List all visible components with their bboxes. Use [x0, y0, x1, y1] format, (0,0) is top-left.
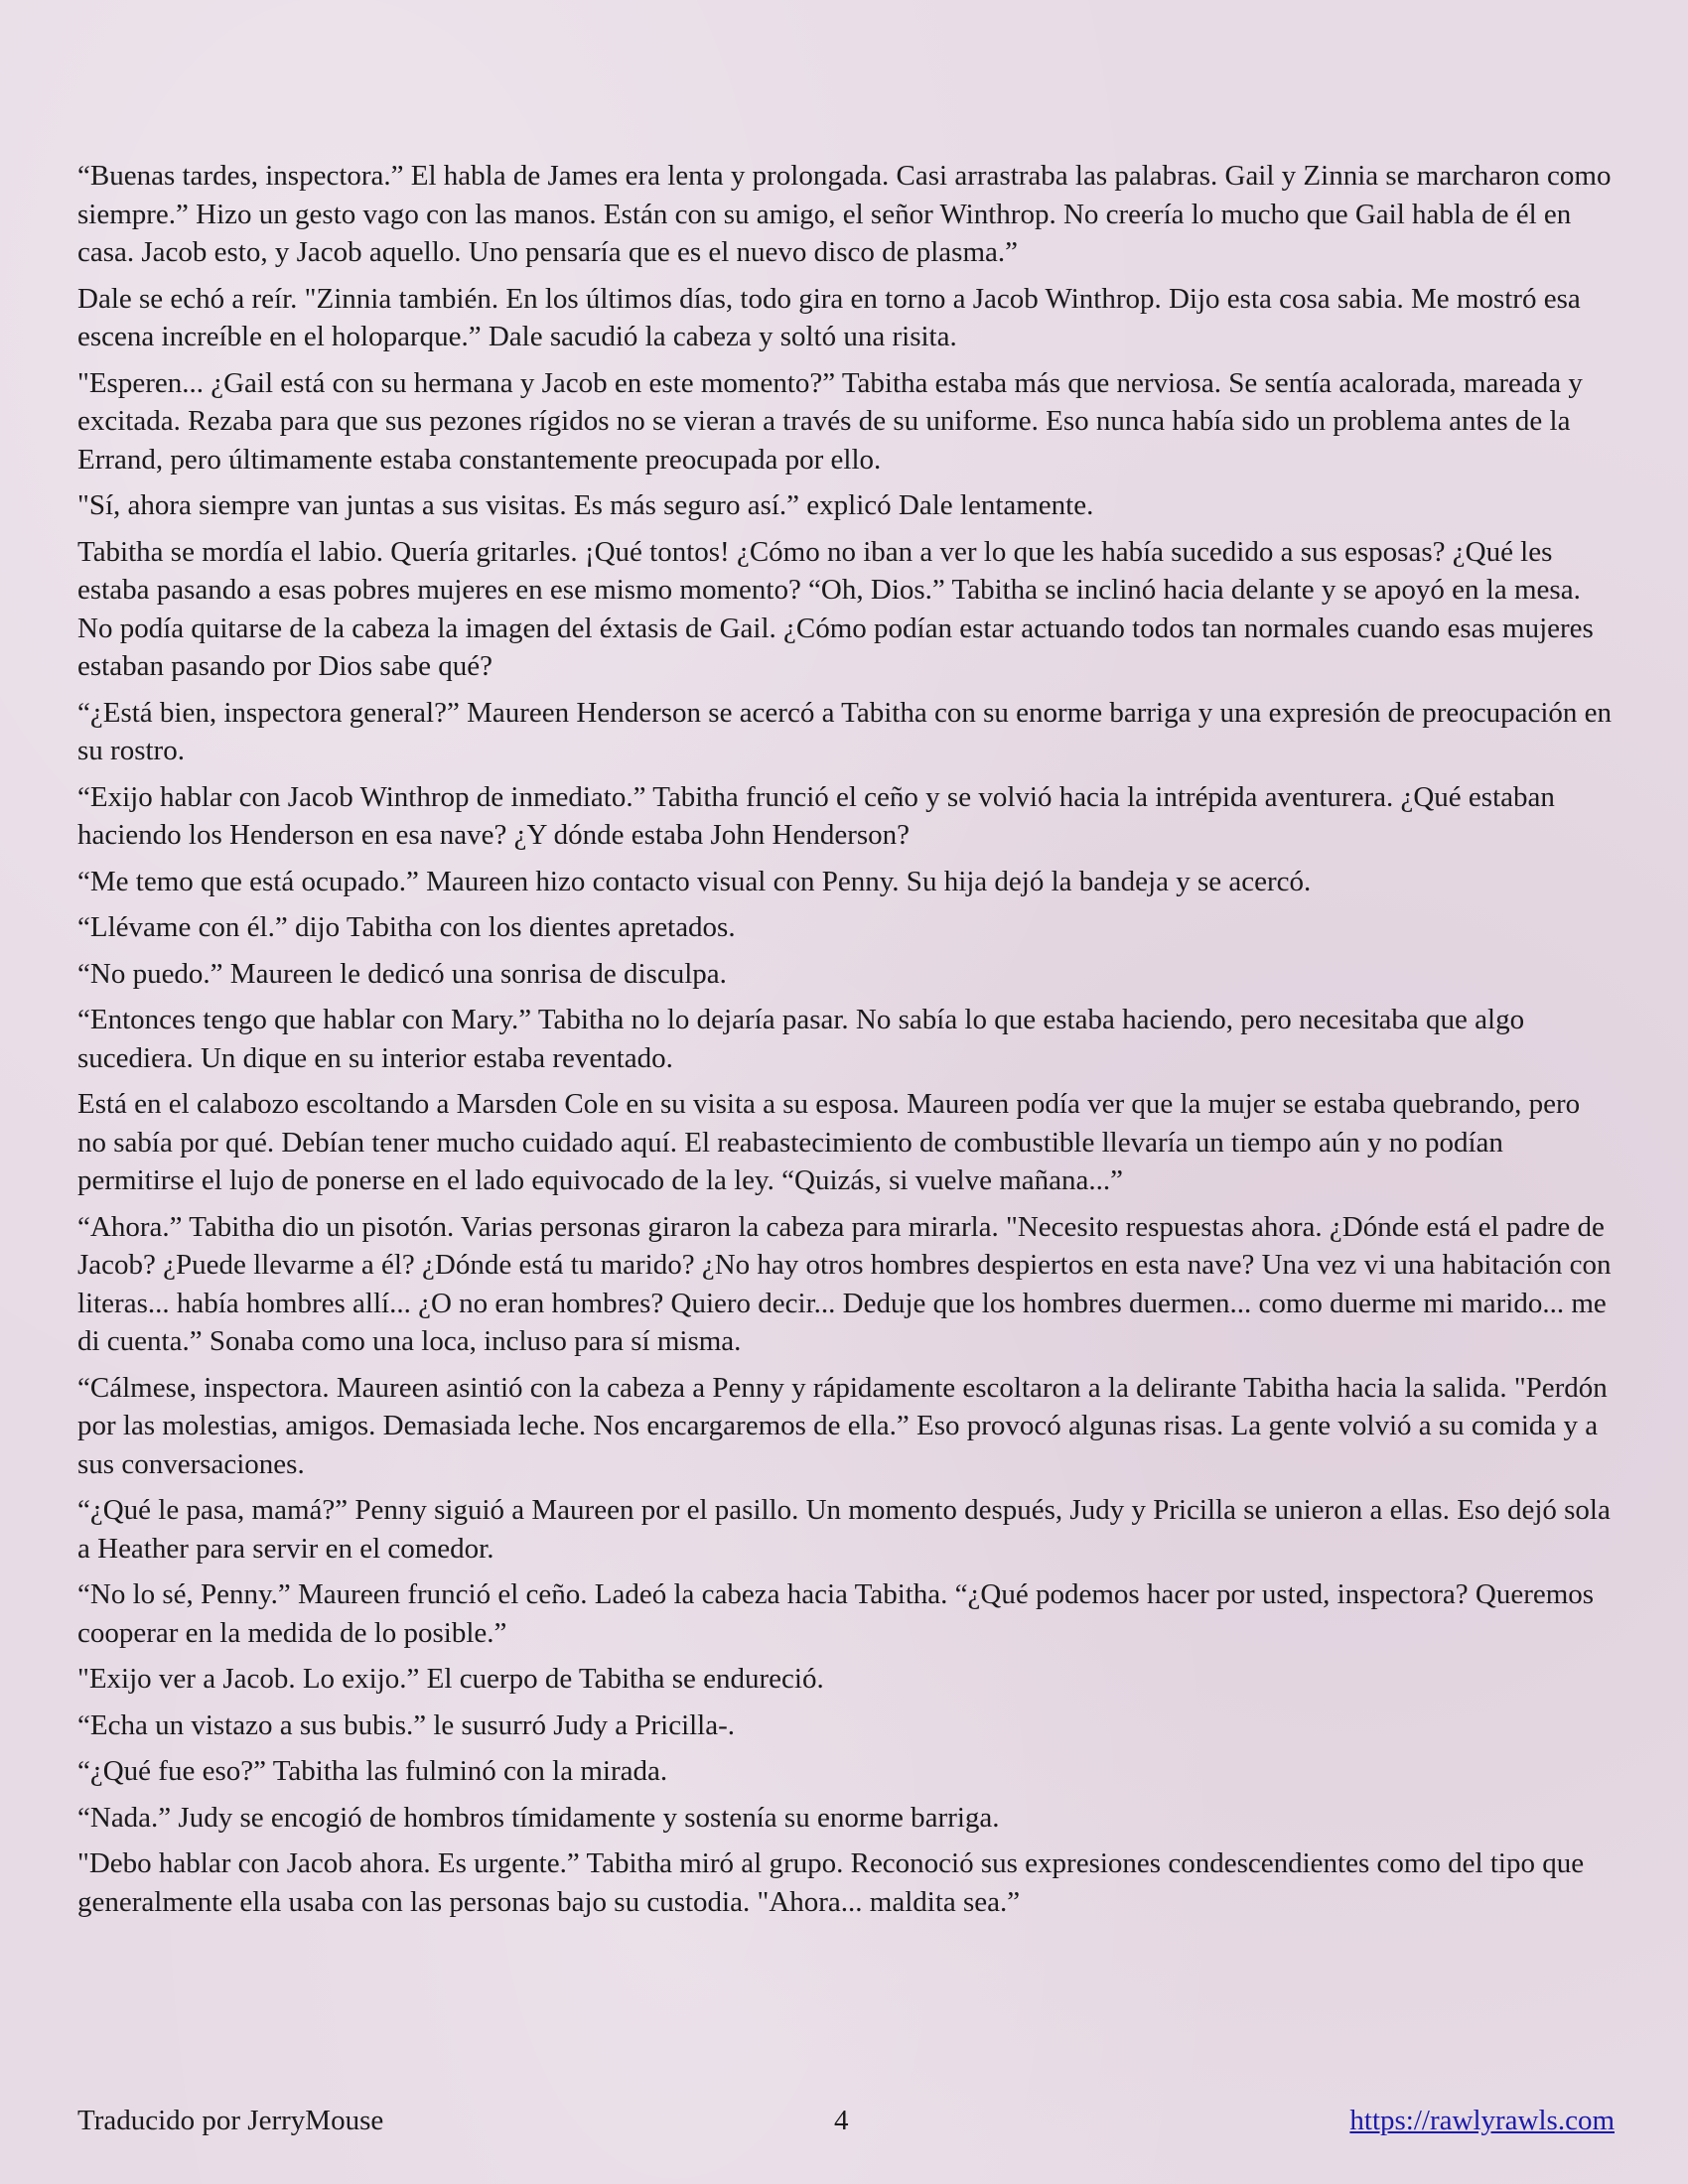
- paragraph: “Entonces tengo que hablar con Mary.” Tabitha no lo dejaría pasar. No sabía lo que estaba haciendo, pero necesitaba que algo sucediera. Un dique en su interior estaba reventado.: [77, 1004, 1525, 1074]
- paragraph: “Ahora.” Tabitha dio un pisotón. Varias personas giraron la cabeza para mirarla. "Necesito respuestas ahora. ¿Dónde está el padre de Jacob? ¿Puede llevarme a él? ¿Dónde está tu marido? ¿No hay otros hombres despiertos en esta nave? Una vez vi una habitación con literas... había hombres allí... ¿O no eran hombres? Quiero decir... Deduje que los hombres duermen... como duerme mi marido... me di cuenta.” Sonaba como una loca, incluso para sí misma.: [77, 1210, 1612, 1357]
- website-link[interactable]: https://rawlyrawls.com: [1349, 2105, 1615, 2136]
- paragraph: “Me temo que está ocupado.” Maureen hizo contacto visual con Penny. Su hija dejó la bandeja y se acercó.: [77, 865, 1312, 897]
- document-body: [77, 157, 1615, 1929]
- paragraph: "Esperen... ¿Gail está con su hermana y Jacob en este momento?” Tabitha estaba más que nerviosa. Se sentía acalorada, mareada y excitada. Rezaba para que sus pezones rígidos no se vieran a través de su uniforme. Eso nunca había sido un problema antes de la Errand, pero últimamente estaba constantemente preocupada por ello.: [77, 366, 1583, 476]
- paragraph: “Nada.” Judy se encogió de hombros tímidamente y sostenía su enorme barriga.: [77, 1801, 1000, 1834]
- paragraph: “Buenas tardes, inspectora.” El habla de James era lenta y prolongada. Casi arrastraba las palabras. Gail y Zinnia se marcharon como siempre.” Hizo un gesto vago con las manos. Están con su amigo, el señor Winthrop. No creería lo mucho que Gail habla de él en casa. Jacob esto, y Jacob aquello. Uno pensaría que es el nuevo disco de plasma.”: [77, 160, 1612, 268]
- page-footer: [77, 2101, 1615, 2140]
- paragraph: "Debo hablar con Jacob ahora. Es urgente.” Tabitha miró al grupo. Reconoció sus expresiones condescendientes como del tipo que generalmente ella usaba con las personas bajo su custodia. "Ahora... maldita sea.”: [77, 1847, 1585, 1918]
- translator-credit: Traducido por JerryMouse: [77, 2105, 384, 2136]
- paragraph: “¿Está bien, inspectora general?” Maureen Henderson se acercó a Tabitha con su enorme barriga y una expresión de preocupación en su rostro.: [77, 696, 1613, 766]
- paragraph: "Exijo ver a Jacob. Lo exijo.” El cuerpo de Tabitha se endureció.: [77, 1663, 824, 1695]
- paragraph: Tabitha se mordía el labio. Quería gritarles. ¡Qué tontos! ¿Cómo no iban a ver lo que les había sucedido a sus esposas? ¿Qué les estaba pasando a esas pobres mujeres en ese mismo momento? “Oh, Dios.” Tabitha se inclinó hacia delante y se apoyó en la mesa. No podía quitarse de la cabeza la imagen del éxtasis de Gail. ¿Cómo podían estar actuando todos tan normales cuando esas mujeres estaban pasando por Dios sabe qué?: [77, 535, 1594, 682]
- paragraph: “Echa un vistazo a sus bubis.” le susurró Judy a Pricilla-.: [77, 1708, 736, 1741]
- paragraph: “Cálmese, inspectora. Maureen asintió con la cabeza a Penny y rápidamente escoltaron a la delirante Tabitha hacia la salida. "Perdón por las molestias, amigos. Demasiada leche. Nos encargaremos de ella.” Eso provocó algunas risas. La gente volvió a su comida y a sus conversaciones.: [77, 1371, 1608, 1480]
- paragraph: “Llévame con él.” dijo Tabitha con los dientes apretados.: [77, 911, 736, 943]
- paragraph: "Sí, ahora siempre van juntas a sus visitas. Es más seguro así.” explicó Dale lentamente.: [77, 489, 1094, 521]
- paragraph: “No puedo.” Maureen le dedicó una sonrisa de disculpa.: [77, 957, 727, 990]
- paragraph: “¿Qué fue eso?” Tabitha las fulminó con la mirada.: [77, 1755, 668, 1787]
- paragraph: “No lo sé, Penny.” Maureen frunció el ceño. Ladeó la cabeza hacia Tabitha. “¿Qué podemos hacer por usted, inspectora? Queremos cooperar en la medida de lo posible.”: [77, 1578, 1595, 1649]
- paragraph: “¿Qué le pasa, mamá?” Penny siguió a Maureen por el pasillo. Un momento después, Judy y Pricilla se unieron a ellas. Eso dejó sola a Heather para servir en el comedor.: [77, 1494, 1611, 1565]
- paragraph: “Exijo hablar con Jacob Winthrop de inmediato.” Tabitha frunció el ceño y se volvió hacia la intrépida aventurera. ¿Qué estaban haciendo los Henderson en esa nave? ¿Y dónde estaba John Henderson?: [77, 780, 1555, 851]
- paragraph: Dale se echó a reír. "Zinnia también. En los últimos días, todo gira en torno a Jacob Winthrop. Dijo esta cosa sabia. Me mostró esa escena increíble en el holoparque.” Dale sacudió la cabeza y soltó una risita.: [77, 282, 1581, 352]
- paragraph: Está en el calabozo escoltando a Marsden Cole en su visita a su esposa. Maureen podía ver que la mujer se estaba quebrando, pero no sabía por qué. Debían tener mucho cuidado aquí. El reabastecimiento de combustible llevaría un tiempo aún y no podían permitirse el lujo de ponerse en el lado equivocado de la ley. “Quizás, si vuelve mañana...”: [77, 1088, 1581, 1196]
- page-number: 4: [834, 2105, 849, 2136]
